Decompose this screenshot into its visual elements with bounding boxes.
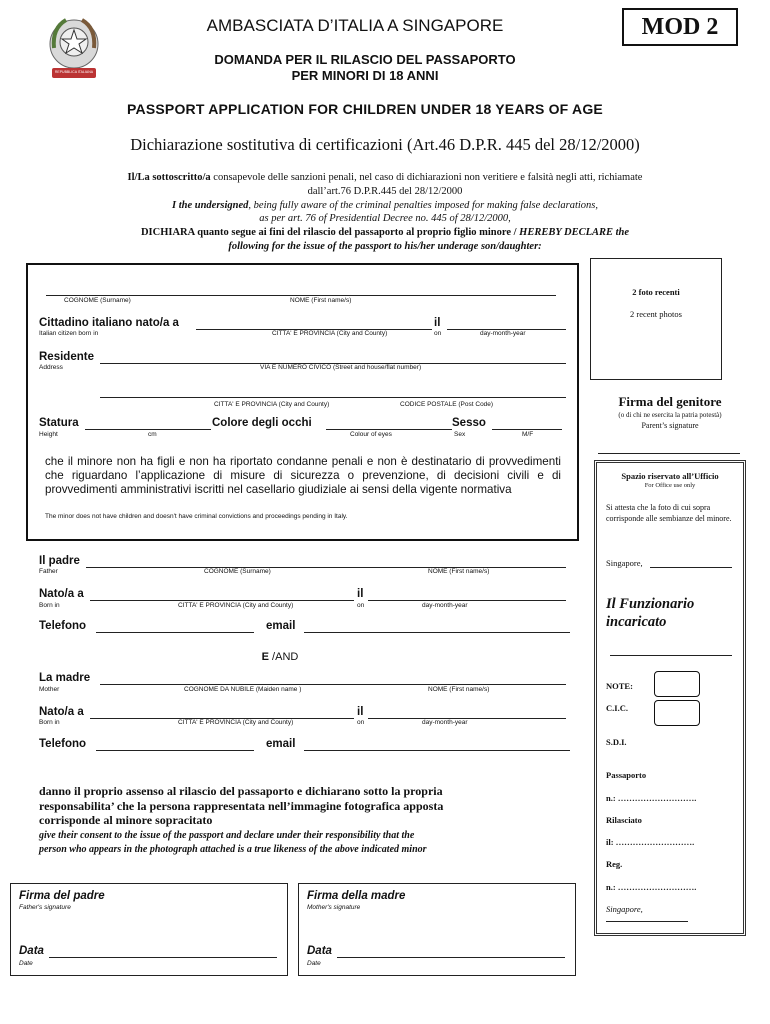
mother-phone-field[interactable]	[96, 739, 254, 751]
and-label: E /AND	[261, 651, 299, 663]
office-sub: For Office use only	[644, 482, 696, 489]
child-sex-field[interactable]	[492, 418, 562, 430]
office-date-field-2[interactable]	[606, 914, 688, 922]
photo-title: 2 foto recenti	[632, 287, 680, 297]
father-signature-sub: Father's signature	[19, 904, 71, 911]
father-born-en: Born in	[39, 602, 60, 609]
child-il-label: il	[434, 317, 441, 329]
consent-it	[39, 784, 579, 828]
mother-surname-label: COGNOME DA NUBILE (Maiden name )	[184, 686, 302, 693]
parent-signature-sub1: (o di chi ne esercita la patria potestà)	[618, 411, 722, 419]
child-birthdate-field[interactable]	[447, 318, 566, 330]
mother-city-label: CITTA' E PROVINCIA (City and County)	[178, 719, 294, 726]
child-mf-label: M/F	[522, 431, 534, 438]
decl-line-5: DICHIARA quanto segue ai fini del rilascio del passaporto al proprio figlio minore / HEREBY DECLARE the	[140, 227, 630, 239]
father-email-label: email	[266, 620, 296, 632]
father-date-label: Data	[19, 945, 44, 957]
star-emblem-icon	[48, 8, 100, 90]
mod-box	[622, 8, 738, 46]
child-statement: che il minore non ha figli e non ha riportato condanne penali e non è destinatario di provvedimenti che riguardano l’applicazione di misure di sicurezza o prevenzione, di decisioni civili e di provvedimenti amministrativi iscritti nel casellario giudiziale ai sensi della vigente normativa	[45, 455, 561, 496]
child-city-field[interactable]	[100, 388, 566, 398]
parent-signature-title: Firma del genitore	[618, 394, 722, 409]
child-postcode-label: CODICE POSTALE (Post Code)	[400, 401, 494, 408]
father-name-field[interactable]	[86, 556, 566, 568]
child-name-field[interactable]	[46, 286, 556, 296]
mother-dmy-label: day-month-year	[422, 719, 468, 726]
office-singapore-2: Singapore,	[606, 904, 643, 914]
father-birthplace-label: Nato/a a	[39, 588, 84, 600]
title-it-1: DOMANDA PER IL RILASCIO DEL PASSAPORTO	[214, 52, 516, 67]
father-name-label: NOME (First name/s)	[428, 568, 490, 575]
child-eyes-field[interactable]	[326, 418, 452, 430]
father-phone-label: Telefono	[39, 620, 87, 632]
mother-en: Mother	[39, 686, 60, 693]
title-it-2: PER MINORI DI 18 ANNI	[291, 68, 439, 83]
mother-phone-label: Telefono	[39, 738, 87, 750]
mother-date-field[interactable]	[337, 946, 565, 958]
father-surname-label: COGNOME (Surname)	[204, 568, 271, 575]
father-date-en: Date	[19, 960, 33, 967]
father-on-label: on	[357, 602, 365, 609]
office-funzionario: Il Funzionario incaricato	[606, 596, 695, 630]
father-city-label: CITTA' E PROVINCIA (City and County)	[178, 602, 294, 609]
office-note-label: NOTE:	[606, 681, 633, 691]
office-date-field[interactable]	[650, 558, 732, 568]
parent-signature-field[interactable]	[598, 446, 740, 454]
photo-box[interactable]	[590, 258, 722, 380]
mother-name-label: NOME (First name/s)	[428, 686, 490, 693]
child-address-en: Address	[39, 364, 63, 371]
emblem-ribbon-text: REPUBBLICA ITALIANA	[54, 70, 94, 74]
father-signature-box[interactable]	[10, 883, 288, 976]
mother-date-label: Data	[307, 945, 332, 957]
mother-label: La madre	[39, 672, 91, 684]
consent-en-2: person who appears in the photograph attached is a true likeness of the above indicated minor	[39, 843, 427, 855]
mother-signature-box[interactable]	[298, 883, 576, 976]
office-funzionario-field[interactable]	[610, 648, 732, 656]
office-singapore: Singapore,	[606, 558, 643, 568]
father-dmy-label: day-month-year	[422, 602, 468, 609]
child-height-en: Height	[39, 431, 58, 438]
child-cm-label: cm	[148, 431, 157, 438]
child-name-label: NOME (First name/s)	[290, 297, 352, 304]
subtitle: Dichiarazione sostitutiva di certificazioni (Art.46 D.P.R. 445 del 28/12/2000)	[130, 135, 640, 154]
child-eyes-en: Colour of eyes	[350, 431, 392, 438]
child-eyes-label: Colore degli occhi	[212, 417, 312, 429]
office-reg-number[interactable]: n.: ……………………….	[606, 882, 697, 892]
father-date-field[interactable]	[49, 946, 277, 958]
consent-it-1: danno il proprio assenso al rilascio del passaporto e dichiarano sotto la propria	[39, 784, 443, 798]
child-city-label: CITTA' E PROVINCIA (City and County)	[272, 330, 388, 337]
parent-signature-sub2: Parent’s signature	[641, 421, 699, 430]
child-sex-en: Sex	[454, 431, 466, 438]
child-residence-label: Residente	[39, 351, 94, 363]
child-height-field[interactable]	[85, 418, 211, 430]
child-dmy-label: day-month-year	[480, 330, 526, 337]
office-passaporto-label: Passaporto	[606, 770, 647, 780]
child-on-label: on	[434, 330, 442, 337]
office-issue-date[interactable]: il: ……………………….	[606, 837, 695, 847]
child-birthplace-field[interactable]	[196, 318, 432, 330]
mod-label: MOD 2	[641, 14, 719, 40]
mother-on-label: on	[357, 719, 365, 726]
father-en: Father	[39, 568, 58, 575]
consent-en	[39, 829, 579, 856]
office-cic-label: C.I.C.	[606, 703, 628, 713]
office-passport-number[interactable]: n.: ……………………….	[606, 793, 697, 803]
decl-line-1: Il/La sottoscritto/a consapevole delle sanzioni penali, nel caso di dichiarazioni non veritiere e falsità negli atti, richiamate	[127, 172, 643, 183]
father-birthplace-field[interactable]	[90, 589, 354, 601]
child-city-label-2: CITTA' E PROVINCIA (City and County)	[214, 401, 330, 408]
title-en: PASSPORT APPLICATION FOR CHILDREN UNDER 18 YEARS OF AGE	[127, 101, 603, 117]
mother-date-en: Date	[307, 960, 321, 967]
child-born-en: Italian citizen born in	[39, 330, 99, 337]
declaration	[40, 171, 730, 254]
photo-subtitle: 2 recent photos	[630, 309, 682, 319]
father-email-field[interactable]	[304, 621, 570, 633]
mother-email-field[interactable]	[304, 739, 570, 751]
consent-it-2: responsabilita’ che la persona rappresentata nell’immagine fotografica apposta	[39, 798, 444, 813]
office-note-field[interactable]	[654, 671, 700, 697]
emblem	[48, 8, 100, 90]
embassy-title: AMBASCIATA D’ITALIA A SINGAPORE	[206, 16, 504, 35]
office-title: Spazio riservato all’Ufficio	[621, 471, 719, 481]
father-signature-title: Firma del padre	[19, 890, 105, 902]
decl-line-4: as per art. 76 of Presidential Decree no. 445 of 28/12/2000,	[259, 213, 511, 225]
decl-line-6: following for the issue of the passport to his/her underage son/daughter:	[228, 240, 542, 252]
decl-line-3: I the undersigned, being fully aware of the criminal penalties imposed for making false declarations,	[171, 199, 598, 211]
child-height-label: Statura	[39, 417, 79, 429]
office-cic-field[interactable]	[654, 700, 700, 726]
father-phone-field[interactable]	[96, 621, 254, 633]
office-sdi-label: S.D.I.	[606, 737, 627, 747]
father-birthdate-field[interactable]	[368, 589, 566, 601]
office-rilasciato-label: Rilasciato	[606, 815, 642, 825]
mother-birthplace-label: Nato/a a	[39, 706, 84, 718]
child-statement-en: The minor does not have children and doesn't have criminal convictions and proceedings pending in Italy.	[45, 513, 348, 520]
father-il-label: il	[357, 588, 364, 600]
office-attest: Si attesta che la foto di cui sopra corrisponde alle sembianze del minore.	[606, 503, 732, 523]
mother-signature-sub: Mother's signature	[307, 904, 361, 911]
decl-line-2: dall’art.76 D.P.R.445 del 28/12/2000	[307, 185, 463, 197]
consent-en-1: give their consent to the issue of the passport and declare under their responsibility that the	[39, 830, 415, 841]
child-birthplace-label: Cittadino italiano nato/a a	[39, 317, 179, 329]
child-street-field[interactable]	[100, 352, 566, 364]
child-surname-label: COGNOME (Surname)	[64, 297, 131, 304]
child-street-label: VIA E NUMERO CIVICO (Street and house/flat number)	[260, 364, 422, 371]
mother-birthplace-field[interactable]	[90, 707, 354, 719]
father-label: Il padre	[39, 555, 80, 567]
office-reg-label: Reg.	[606, 859, 623, 869]
mother-name-field[interactable]	[100, 673, 566, 685]
mother-email-label: email	[266, 738, 296, 750]
mother-il-label: il	[357, 706, 364, 718]
mother-signature-title: Firma della madre	[307, 890, 406, 902]
consent-it-3: corrisponde al minore sopracitato	[39, 813, 213, 827]
child-sex-label: Sesso	[452, 417, 486, 429]
mother-born-en: Born in	[39, 719, 60, 726]
mother-birthdate-field[interactable]	[368, 707, 566, 719]
